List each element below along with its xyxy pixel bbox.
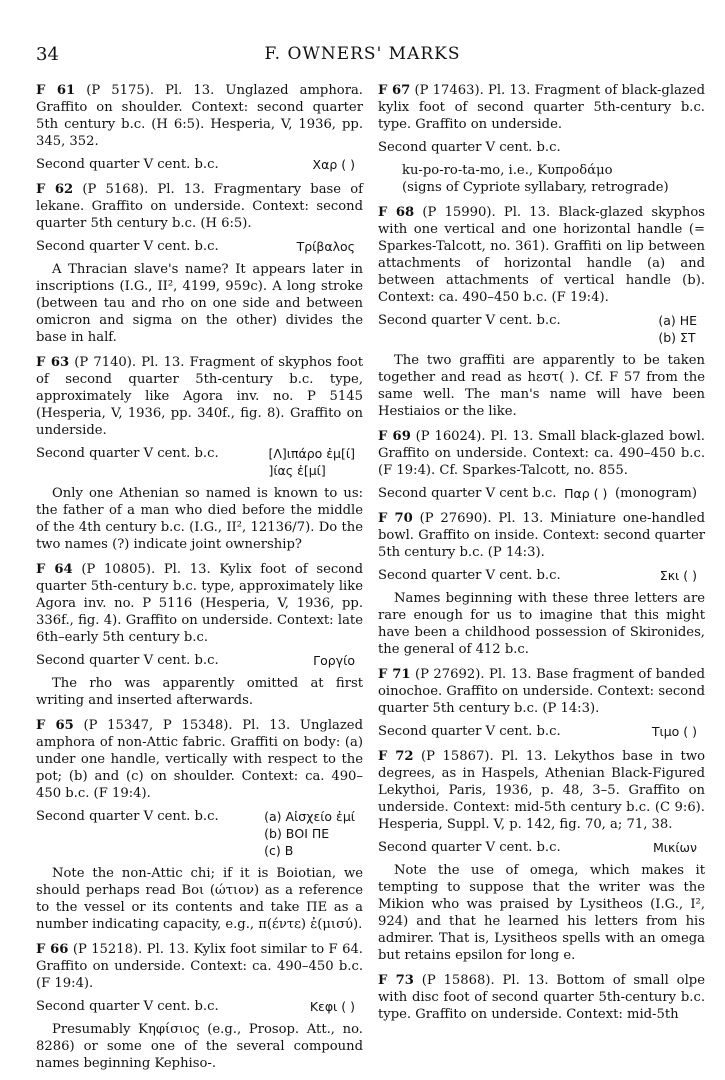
entry-text: (P 15868). Pl. 13. Bottom of small olpe with disc foot of second quarter 5th-century b.c. type. Graffito on underside. Context: mid-5th <box>378 973 705 1022</box>
right-column <box>378 82 705 1031</box>
graffito-text <box>310 998 355 1015</box>
date-line <box>36 445 363 479</box>
graffito-line: ]ίας ἐ[μί] <box>268 463 326 478</box>
date-line <box>378 567 705 584</box>
entry-text: (P 10805). Pl. 13. Kylix foot of second quarter 5th-century b.c. type, approximately like Agora inv. no. P 5116 (Hesperia, V, 1936, pp. 336f., fig. 4). Graffito on underside. Context: late 6th–early 5th century b.c. <box>36 562 363 645</box>
catalogue-entry <box>36 354 363 553</box>
graffito-remark: (monogram) <box>615 486 697 501</box>
entry-text: (P 15218). Pl. 13. Kylix foot similar to F 64. Graffito on underside. Context: ca. 490–450 b.c. (F 19:4). <box>36 942 363 991</box>
entry-number: F 62 <box>36 182 74 197</box>
graffito-line: (a) Αἰσχείο ἐμί <box>264 809 355 824</box>
date-label: Second quarter V cent. b.c. <box>36 999 219 1014</box>
date-line <box>378 139 705 156</box>
graffito-line: Τιμο ( ) <box>651 724 697 739</box>
graffito-line: Σκι ( ) <box>659 568 697 583</box>
date-label: Second quarter V cent. b.c. <box>378 840 561 855</box>
catalogue-entry <box>378 82 705 196</box>
date-line <box>36 808 363 859</box>
graffito-line: Μικίων <box>652 840 697 855</box>
catalogue-entry <box>36 717 363 933</box>
entry-number: F 73 <box>378 973 414 988</box>
entry-description <box>378 510 705 561</box>
date-line <box>36 238 363 255</box>
syllabary-note: (signs of Cypriote syllabary, retrograde) <box>402 180 669 195</box>
graffito-line: Γοργίο <box>313 653 355 668</box>
entry-description <box>378 666 705 717</box>
graffito-line: (a) HE <box>658 313 697 328</box>
entry-number: F 67 <box>378 83 411 98</box>
entry-description <box>378 428 705 479</box>
catalogue-entry <box>378 972 705 1023</box>
date-label: Second quarter V cent. b.c. <box>378 313 561 328</box>
date-label: Second quarter V cent. b.c. <box>378 568 561 583</box>
entry-number: F 65 <box>36 718 74 733</box>
entry-description <box>378 204 705 306</box>
entry-text: (P 27690). Pl. 13. Miniature one-handled bowl. Graffito on inside. Context: second quarter 5th century b.c. (P 14:3). <box>378 511 705 560</box>
syllabary-reading <box>402 162 705 196</box>
catalogue-entry <box>378 748 705 964</box>
entry-number: F 66 <box>36 942 69 957</box>
catalogue-entry <box>36 941 363 1072</box>
graffito-text <box>652 723 697 740</box>
graffito-text <box>264 808 355 859</box>
entry-text: (P 15867). Pl. 13. Lekythos base in two degrees, as in Haspels, Athenian Black-Figured Lekythoi, Paris, 1936, p. 48, 3–5. Graffito on underside. Context: mid-5th century b.c. (C 9:6). Hesperia, Suppl. V, p. 142, fig. 70, a; 71, 38. <box>378 749 705 832</box>
entry-description <box>378 82 705 133</box>
graffito-text <box>653 839 697 856</box>
date-label: Second quarter V cent. b.c. <box>36 809 219 824</box>
date-label: Second quarter V cent b.c. <box>378 486 557 501</box>
left-column <box>36 82 363 1080</box>
date-label: Second quarter V cent. b.c. <box>36 653 219 668</box>
syllabary-transcription: ku-po-ro-ta-mo, i.e., Κυπροδάμο <box>402 163 613 178</box>
graffito-line: Χαρ ( ) <box>312 157 355 172</box>
date-line <box>378 312 705 346</box>
entry-text: (P 15347, P 15348). Pl. 13. Unglazed amphora of non-Attic fabric. Graffiti on body: (a) under one handle, vertically with respect to the pot; (b) and (c) on shoulder. Context: ca. 490–450 b.c. (F 19:4). <box>36 718 363 801</box>
entry-number: F 64 <box>36 562 73 577</box>
date-label: Second quarter V cent. b.c. <box>378 724 561 739</box>
entry-text: (P 7140). Pl. 13. Fragment of skyphos foot of second quarter 5th-century b.c. type, approximately like Agora inv. no. P 5145 (Hesperia, V, 1936, pp. 340f., fig. 8). Graffito on underside. <box>36 355 363 438</box>
entry-number: F 68 <box>378 205 415 220</box>
catalogue-entry <box>36 82 363 173</box>
entry-number: F 61 <box>36 83 76 98</box>
date-label: Second quarter V cent. b.c. <box>378 140 561 155</box>
graffito-line: (c) Β <box>264 843 294 858</box>
entry-description <box>378 748 705 833</box>
entry-number: F 71 <box>378 667 411 682</box>
catalogue-entry <box>36 181 363 346</box>
catalogue-entry <box>378 428 705 502</box>
graffito-line: Παρ ( ) <box>564 486 608 501</box>
graffito-text <box>268 445 355 479</box>
graffito-line: (b) ΣΤ <box>658 330 696 345</box>
graffito-text <box>297 238 355 255</box>
entry-description <box>36 561 363 646</box>
commentary: Note the use of omega, which makes it tempting to suppose that the writer was the Mikion who was praised by Lysitheos (I.G., I², 924) and that he learned his letters from his admirer. That is, Lysitheos spells with an omega but retains epsilon for long e. <box>378 863 705 963</box>
commentary: The two graffiti are apparently to be taken together and read as hεστ( ). Cf. F 57 from the same well. The man's name will have been Hestiaios or the like. <box>378 353 705 419</box>
commentary: Only one Athenian so named is known to us: the father of a man who died before the middle of the 4th century b.c. (I.G., II², 12136/7). Do the two names (?) indicate joint ownership? <box>36 486 363 552</box>
graffito-text <box>658 312 697 346</box>
entry-description <box>36 717 363 802</box>
date-label: Second quarter V cent. b.c. <box>36 157 219 172</box>
entry-description <box>36 941 363 992</box>
entry-text: (P 15990). Pl. 13. Black-glazed skyphos with one vertical and one horizontal handle (= Sparkes-Talcott, no. 361). Graffiti on lip between attachments of horizontal handle (a) and between attachments of vertical handle (b). Context: ca. 490–450 b.c. (F 19:4). <box>378 205 705 305</box>
graffito-text <box>313 652 355 669</box>
commentary: Note the non-Attic chi; if it is Boiotian, we should perhaps read Βοι (ώτιον) as a reference to the vessel or its contents and take ΠΕ as a number indicating capacity, e.g., π(έντε) ἐ(μισύ). <box>36 866 363 932</box>
catalogue-entry <box>378 510 705 658</box>
entry-text: (P 5175). Pl. 13. Unglazed amphora. Graffito on shoulder. Context: second quarter 5th century b.c. (H 6:5). Hesperia, V, 1936, pp. 345, 352. <box>36 83 363 149</box>
commentary: Names beginning with these three letters are rare enough for us to imagine that this might have been a childhood possession of Skironides, the general of 412 b.c. <box>378 591 705 657</box>
date-line <box>378 485 705 502</box>
entry-number: F 63 <box>36 355 70 370</box>
entry-description <box>36 181 363 232</box>
entry-text: (P 16024). Pl. 13. Small black-glazed bowl. Graffito on underside. Context: ca. 490–450 b.c. (F 19:4). Cf. Sparkes-Talcott, no. 855. <box>378 429 705 478</box>
entry-description <box>36 354 363 439</box>
entry-text: (P 27692). Pl. 13. Base fragment of banded oinochoe. Graffito on underside. Context: second quarter 5th century b.c. (P 14:3). <box>378 667 705 716</box>
commentary: The rho was apparently omitted at first writing and inserted afterwards. <box>36 676 363 708</box>
catalogue-entry <box>36 561 363 709</box>
entry-number: F 69 <box>378 429 411 444</box>
page-number: 34 <box>36 44 59 65</box>
commentary: A Thracian slave's name? It appears later in inscriptions (I.G., II², 4199, 959c). A long stroke (between tau and rho on one side and between omicron and sigma on the other) divides the base in half. <box>36 262 363 345</box>
entry-description <box>378 972 705 1023</box>
date-line <box>36 998 363 1015</box>
commentary: Presumably Κηφίσιος (e.g., Prosop. Att., no. 8286) or some one of the several compound names beginning Kephiso-. <box>36 1022 363 1071</box>
date-line <box>378 723 705 740</box>
graffito-line: Κεφι ( ) <box>309 999 355 1014</box>
catalogue-entry <box>378 666 705 740</box>
graffito-line: Τρίβαλος <box>296 239 355 254</box>
graffito-text <box>564 485 607 502</box>
entry-description <box>36 82 363 150</box>
graffito-text <box>313 156 355 173</box>
date-line <box>36 652 363 669</box>
graffito-line: [Λ]ιπάρο ἐμ[ί] <box>268 446 355 461</box>
entry-number: F 70 <box>378 511 413 526</box>
date-line <box>36 156 363 173</box>
date-line <box>378 839 705 856</box>
entry-text: (P 17463). Pl. 13. Fragment of black-glazed kylix foot of second quarter 5th-century b.c. type. Graffito on underside. <box>378 83 705 132</box>
entry-number: F 72 <box>378 749 414 764</box>
entry-text: (P 5168). Pl. 13. Fragmentary base of lekane. Graffito on underside. Context: second quarter 5th century b.c. (H 6:5). <box>36 182 363 231</box>
graffito-line: (b) ΒΟΙ ΠΕ <box>264 826 330 841</box>
running-title: F. OWNERS' MARKS <box>264 44 461 64</box>
graffito-text <box>660 567 697 584</box>
catalogue-entry <box>378 204 705 420</box>
date-label: Second quarter V cent. b.c. <box>36 239 219 254</box>
date-label: Second quarter V cent. b.c. <box>36 446 219 461</box>
